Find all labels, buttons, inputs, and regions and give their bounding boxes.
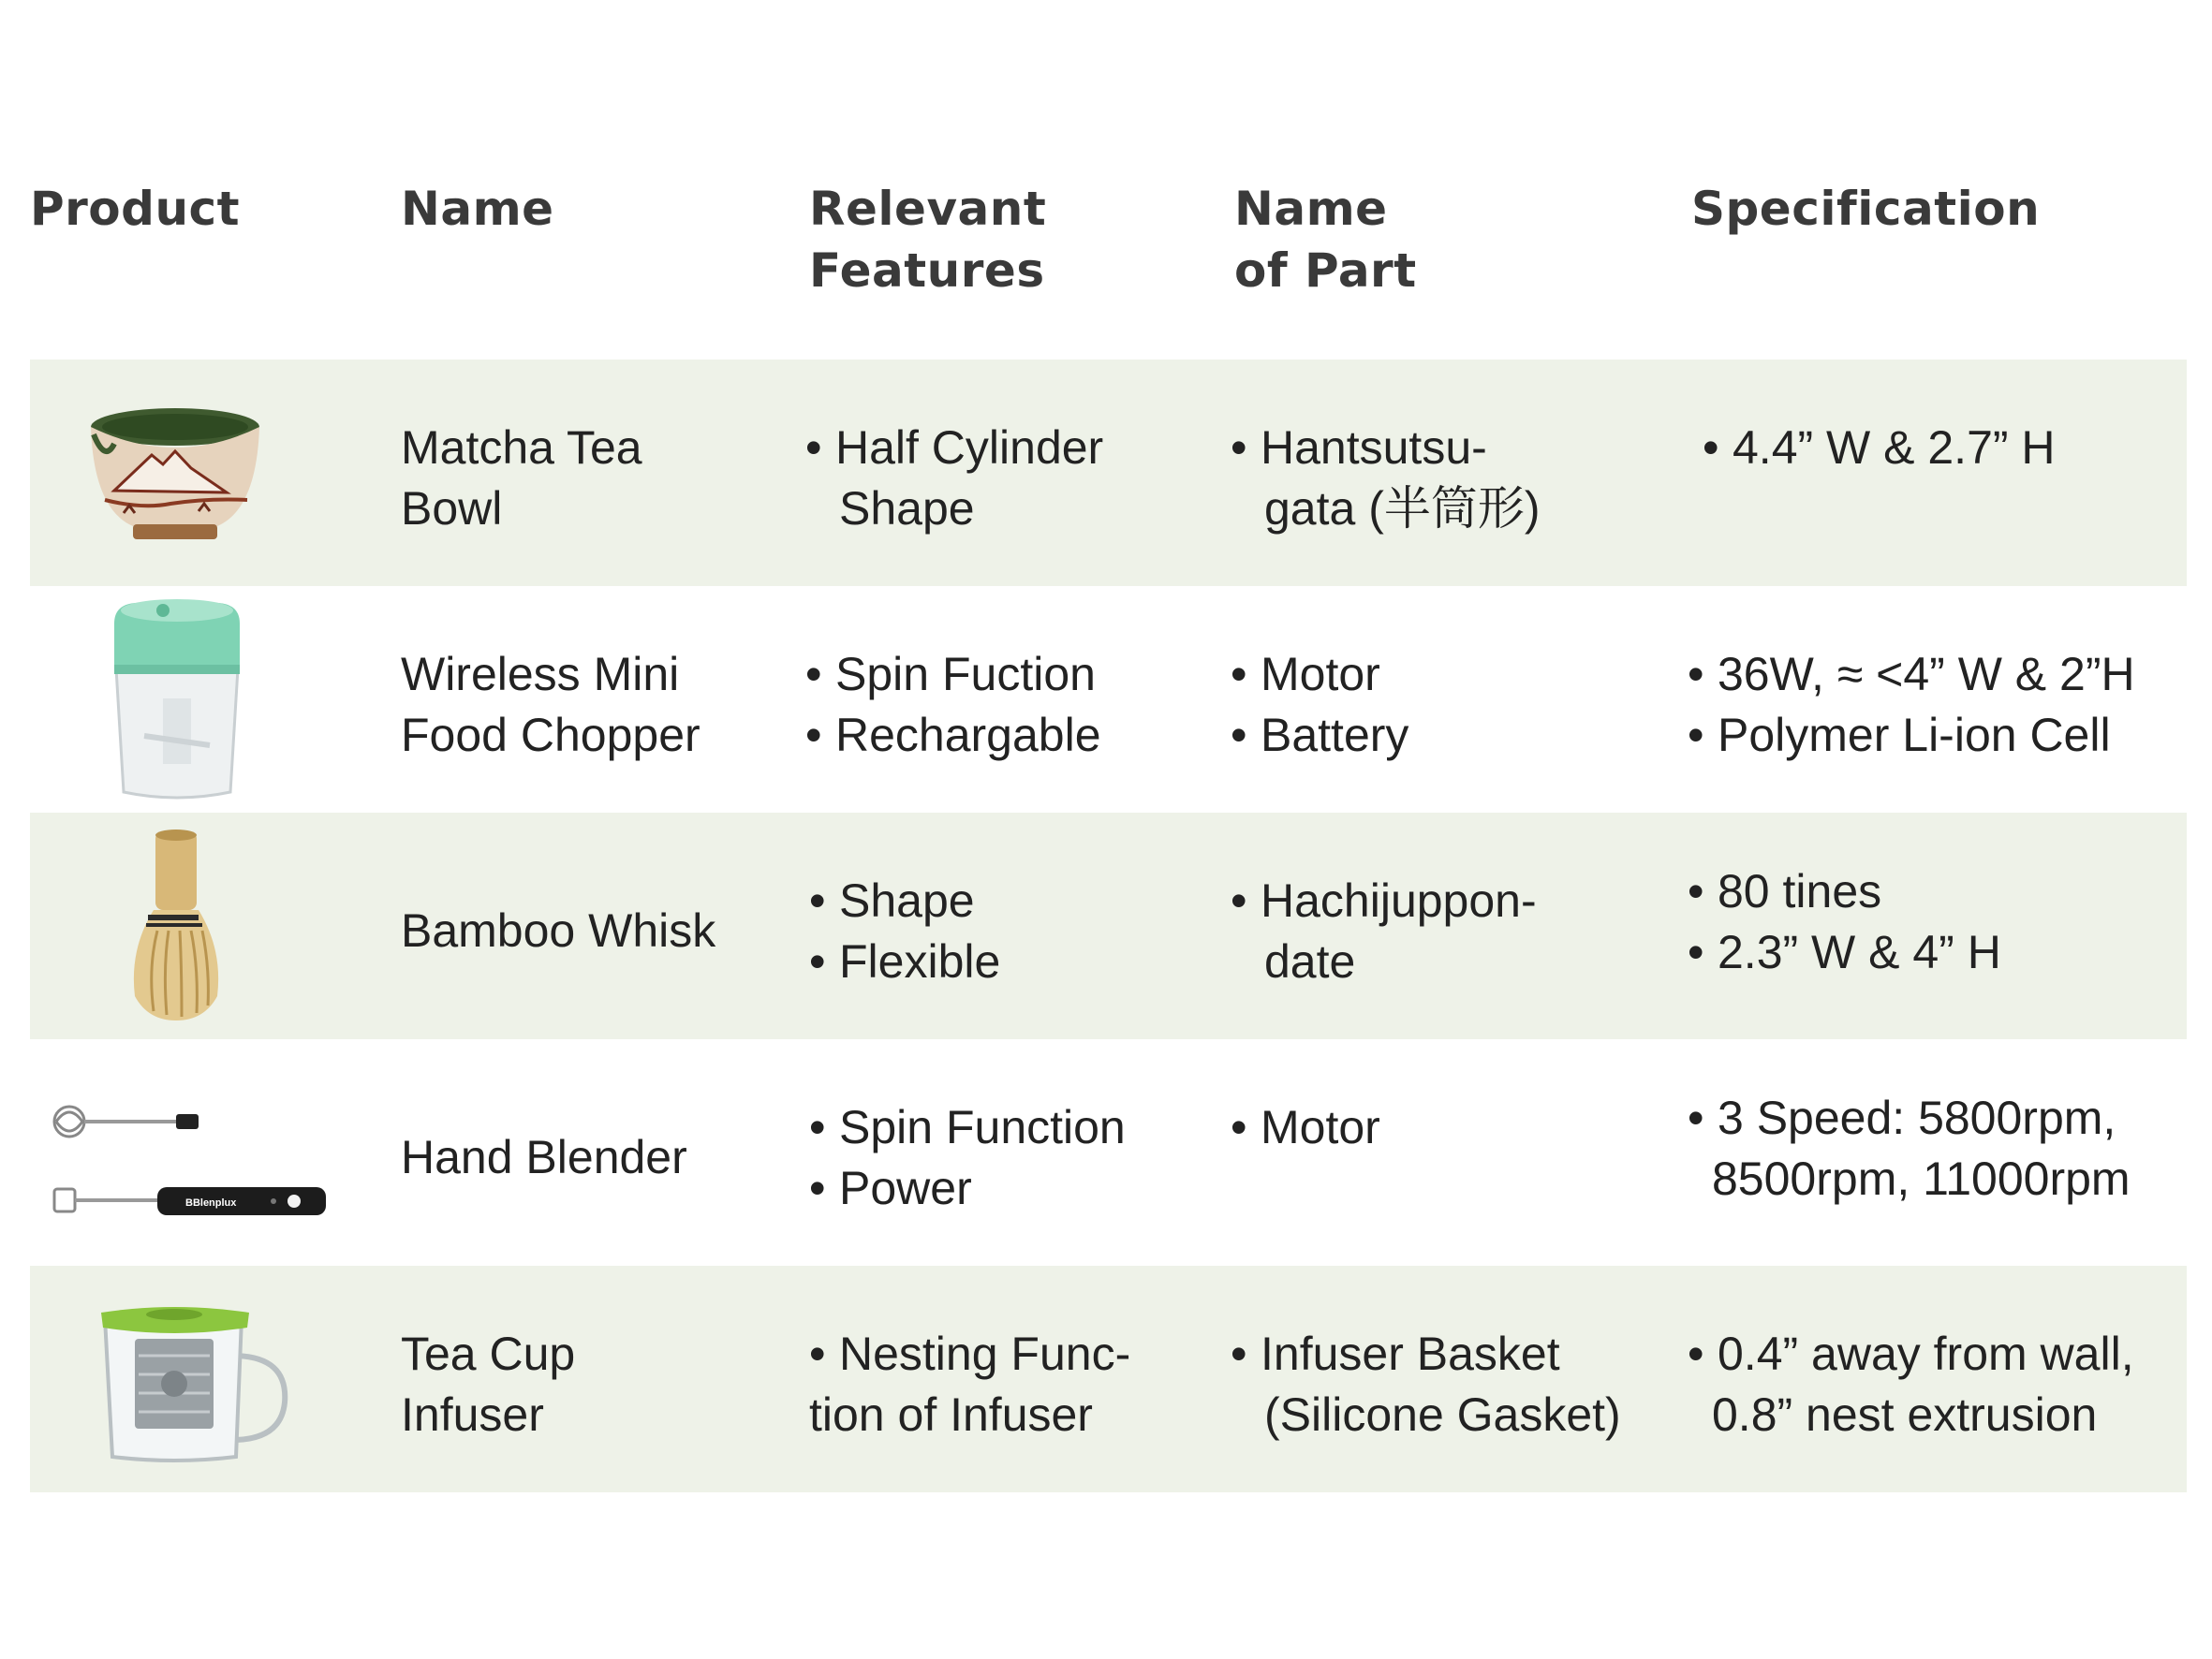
table-row xyxy=(30,360,2187,586)
part-list: • Hachijuppon- date xyxy=(1231,871,1537,992)
part-list: • Hantsutsu- gata (半筒形) xyxy=(1231,418,1541,539)
header-part: Name of Part xyxy=(1234,182,1417,298)
food-chopper-image xyxy=(107,595,247,803)
table-row xyxy=(30,1039,2187,1266)
header-spec: Specification xyxy=(1691,182,2041,236)
part-list: • Infuser Basket (Silicone Gasket) xyxy=(1231,1324,1621,1446)
features-list: • Shape • Flexible xyxy=(809,871,1000,992)
part-list: • Motor xyxy=(1231,1097,1380,1158)
features-list: • Spin Fuction • Rechargable xyxy=(805,644,1101,766)
spec-list: • 0.4” away from wall, 0.8” nest extrusion xyxy=(1688,1324,2134,1446)
features-list: • Spin Function • Power xyxy=(809,1097,1126,1219)
part-list: • Motor • Battery xyxy=(1231,644,1408,766)
product-name: Wireless Mini Food Chopper xyxy=(401,648,700,761)
product-name: Tea Cup Infuser xyxy=(401,1328,576,1441)
product-name: Matcha Tea Bowl xyxy=(401,421,642,535)
header-features: Relevant Features xyxy=(809,182,1047,298)
features-list: • Half Cylinder Shape xyxy=(805,418,1103,539)
table-row xyxy=(30,813,2187,1039)
bamboo-whisk-image xyxy=(120,828,232,1024)
header-name: Name xyxy=(401,182,554,236)
tea-cup-infuser-image xyxy=(92,1299,298,1464)
spec-list: • 80 tines • 2.3” W & 4” H xyxy=(1688,861,2001,983)
matcha-bowl-image xyxy=(86,406,264,543)
header-product: Product xyxy=(30,182,241,236)
table-row xyxy=(30,586,2187,813)
features-list: • Nesting Func- tion of Infuser xyxy=(809,1324,1130,1446)
table-row xyxy=(30,1266,2187,1492)
product-name: Hand Blender xyxy=(401,1131,687,1183)
spec-list: • 4.4” W & 2.7” H xyxy=(1688,418,2056,478)
spec-list: • 36W, ≈ <4” W & 2”H • Polymer Li-ion Cell xyxy=(1688,644,2135,766)
product-name: Bamboo Whisk xyxy=(401,904,716,957)
hand-blender-image xyxy=(49,1095,330,1226)
spec-list: • 3 Speed: 5800rpm, 8500rpm, 11000rpm xyxy=(1688,1088,2131,1210)
blender-brand-label: BBlenplux xyxy=(185,1197,237,1209)
